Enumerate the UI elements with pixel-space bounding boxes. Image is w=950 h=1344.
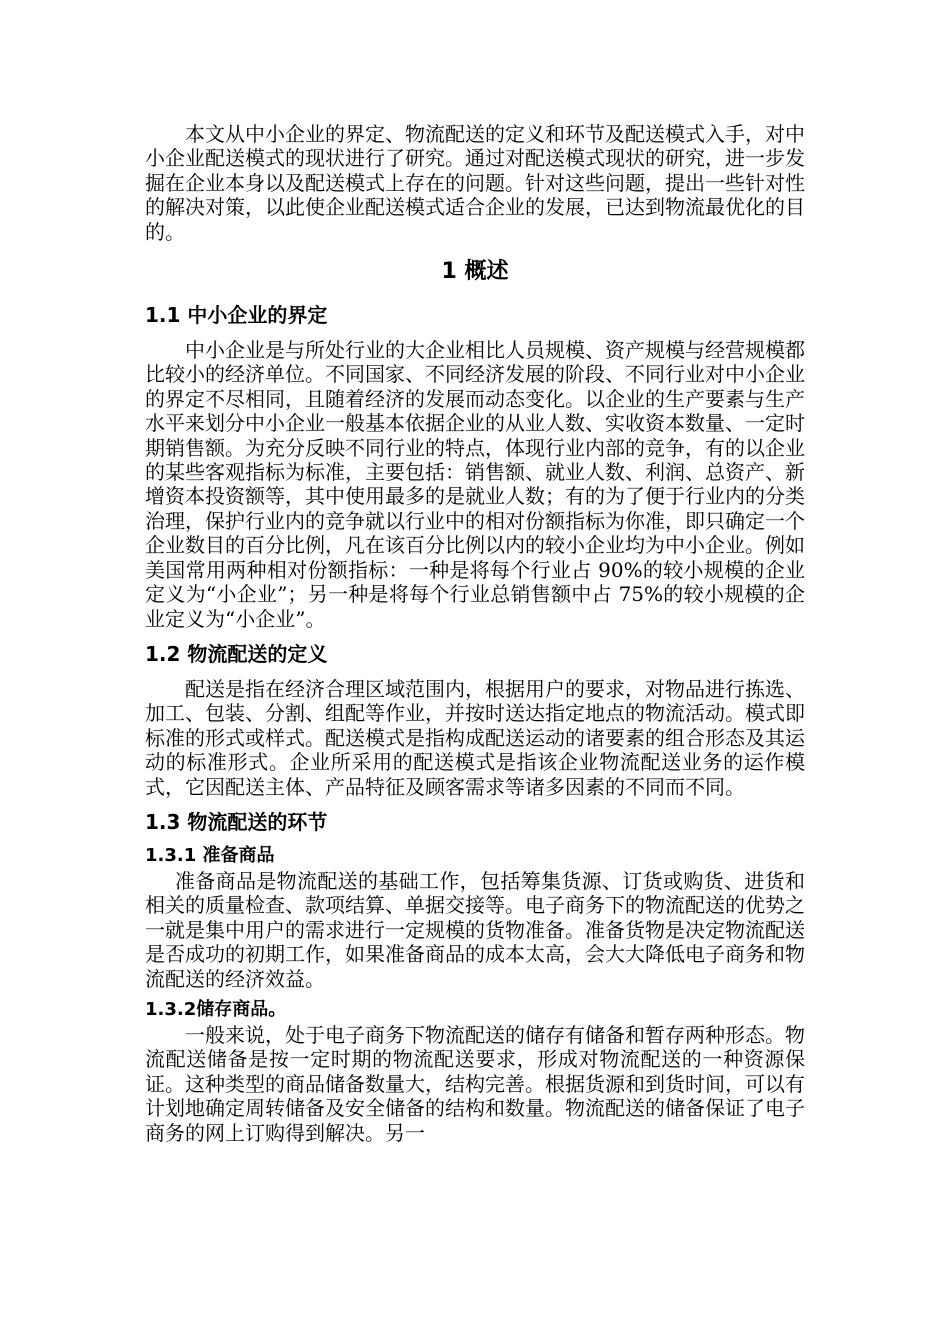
subsection-title-1-3-1: 1.3.1 准备商品 [145, 844, 275, 866]
section-title-1-3: 1.3 物流配送的环节 [145, 809, 328, 834]
subsection-title-1-3-2: 1.3.2储存商品。 [145, 998, 287, 1020]
chapter-title: 1 概述 [441, 259, 509, 285]
section-title-1-1: 1.1 中小企业的界定 [145, 303, 328, 328]
document-body [145, 122, 805, 1145]
section-body-1-1: 中小企业是与所处行业的大企业相比人员规模、资产规模与经营规模都比较小的经济单位。不同国家、不同经济发展的阶段、不同行业对中小企业的界定不尽相同，且随着经济的发展而动态变化。以企业的生产要素与生产水平来划分中小企业一般基本依据企业的从业人数、实收资本数量、一定时期销售额。为充分反映不同行业的特点，体现行业内部的竞争，有的以企业的某些客观指标为标准，主要包括：销售额、就业人数、利润、总资产、新增资本投资额等，其中使用最多的是就业人数；有的为了便于行业内的分类治理，保护行业内的竞争就以行业中的相对份额指标为你准，即只确定一个企业数目的百分比例，凡在该百分比例以内的较小企业均为中小企业。例如美国常用两种相对份额指标：一种是将每个行业占 90%的较小规模的企业定义为“小企业”；另一种是将每个行业总销售额中占 75%的较小规模的企业定义为“小企业”。 [145, 338, 805, 631]
section-title-1-2: 1.2 物流配送的定义 [145, 641, 328, 666]
subsection-body-1-3-2: 一般来说，处于电子商务下物流配送的储存有储备和暂存两种形态。物流配送储备是按一定时期的物流配送要求，形成对物流配送的一种资源保证。这种类型的商品储备数量大，结构完善。根据货源和到货时间，可以有计划地确定周转储备及安全储备的结构和数量。物流配送的储备保证了电子商务的网上订购得到解决。另一 [145, 1022, 805, 1145]
section-body-1-2: 配送是指在经济合理区域范围内，根据用户的要求，对物品进行拣选、加工、包装、分割、组配等作业，并按时送达指定地点的物流活动。模式即标准的形式或样式。配送模式是指构成配送运动的诸要素的组合形态及其运动的标准形式。企业所采用的配送模式是指该企业物流配送业务的运作模式，它因配送主体、产品特征及顾客需求等诸多因素的不同而不同。 [145, 676, 805, 799]
intro-paragraph: 本文从中小企业的界定、物流配送的定义和环节及配送模式入手，对中小企业配送模式的现状进行了研究。通过对配送模式现状的研究，进一步发掘在企业本身以及配送模式上存在的问题。针对这些问题，提出一些针对性的解决对策，以此使企业配送模式适合企业的发展，已达到物流最优化的目的。 [145, 122, 805, 244]
subsection-body-1-3-1: 准备商品是物流配送的基础工作，包括筹集货源、订货或购货、进货和相关的质量检查、款项结算、单据交接等。电子商务下的物流配送的优势之一就是集中用户的需求进行一定规模的货物准备。准备货物是决定物流配送是否成功的初期工作，如果准备商品的成本太高，会大大降低电子商务和物流配送的经济效益。 [145, 868, 805, 991]
